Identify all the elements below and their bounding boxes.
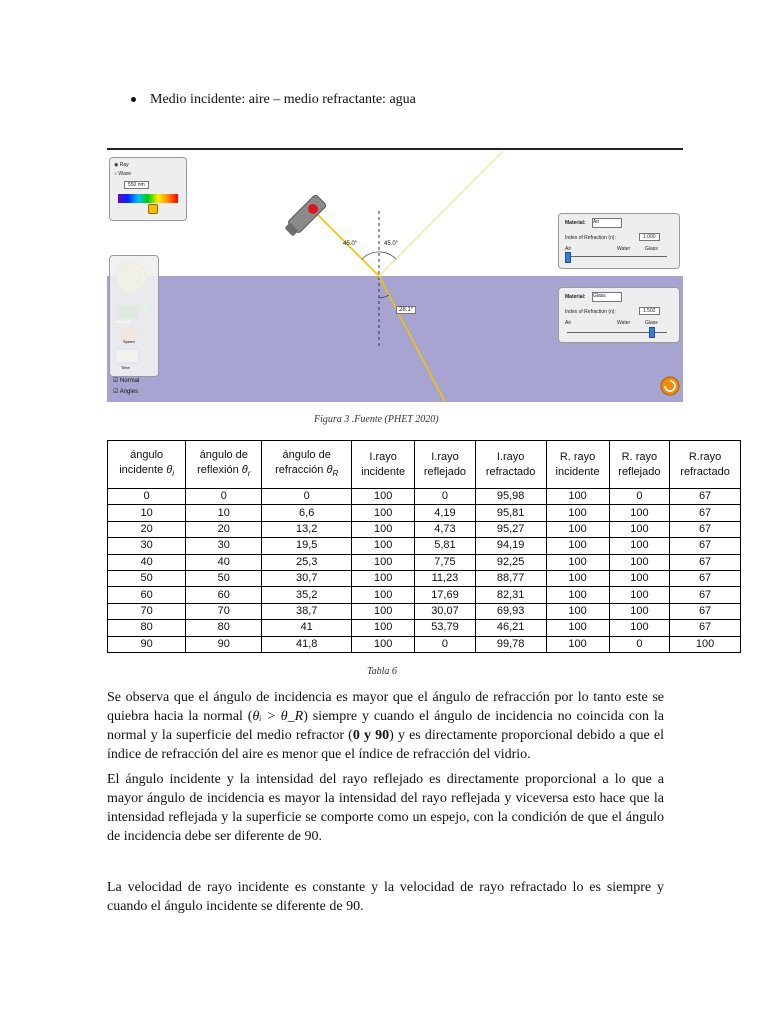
table-cell: 90 <box>108 636 186 652</box>
header-symbol: θ <box>326 463 333 476</box>
phet-simulation-figure <box>107 151 683 402</box>
header-line-1: I.rayo <box>369 450 397 463</box>
header-line-2: incidente <box>361 465 406 478</box>
header-line-2: refracción <box>275 463 327 476</box>
table-cell: 13,2 <box>262 521 352 537</box>
table-cell: 67 <box>670 521 741 537</box>
ray-wave-panel <box>109 157 187 221</box>
top-index-thumb[interactable] <box>565 252 571 263</box>
top-index-label: Index of Refraction (n): <box>565 235 616 241</box>
table-cell: 40 <box>108 554 186 570</box>
table-cell: 70 <box>108 603 186 619</box>
table-cell: 100 <box>609 538 670 554</box>
top-tick-air: Air <box>565 246 572 252</box>
table-cell: 90 <box>186 636 262 652</box>
table-cell: 4,73 <box>415 521 476 537</box>
table-cell: 0 <box>262 489 352 505</box>
header-line-1: I.rayo <box>496 450 525 463</box>
table-cell: 41,8 <box>262 636 352 652</box>
table-cell: 46,21 <box>475 620 546 636</box>
table-row <box>108 538 741 554</box>
table-cell: 5,81 <box>415 538 476 554</box>
header-line-2: reflexión <box>197 463 242 476</box>
tools-panel <box>109 255 159 377</box>
table-cell: 100 <box>546 489 609 505</box>
table-row <box>108 489 741 505</box>
table-cell: 30 <box>108 538 186 554</box>
table-cell: 100 <box>352 489 415 505</box>
header-line-2: reflejado <box>618 465 661 478</box>
table-cell: 67 <box>670 620 741 636</box>
top-material-value: Air <box>593 219 600 225</box>
paragraph-1-math-range: 0 y 90 <box>352 728 390 743</box>
table-header-cell <box>352 441 415 489</box>
table-header-cell <box>186 441 262 489</box>
header-symbol: θ <box>241 463 248 476</box>
table-row <box>108 603 741 619</box>
table-row <box>108 620 741 636</box>
header-line-1: ángulo <box>130 448 164 461</box>
bottom-material-value: Glass <box>593 293 606 299</box>
table-cell: 69,93 <box>475 603 546 619</box>
bottom-tick-glass: Glass <box>645 320 658 326</box>
table-cell: 50 <box>108 570 186 586</box>
top-index-value[interactable]: 1.000 <box>639 233 660 241</box>
bullet-dot <box>131 97 136 102</box>
table-cell: 95,98 <box>475 489 546 505</box>
table-cell: 99,78 <box>475 636 546 652</box>
table-cell: 67 <box>670 603 741 619</box>
wavelength-thumb[interactable] <box>148 204 158 214</box>
table-cell: 50 <box>186 570 262 586</box>
table-cell: 60 <box>108 587 186 603</box>
paragraph-1-part-a: Se observa que el ángulo de incidencia es mayor que el ángulo de refracción por lo tanto este se quiebra hacia la normal ( <box>107 690 664 724</box>
table-cell: 100 <box>546 554 609 570</box>
table-cell: 100 <box>546 521 609 537</box>
table-cell: 94,19 <box>475 538 546 554</box>
header-line-1: ángulo de <box>199 448 248 461</box>
bottom-tick-air: Air <box>565 320 572 326</box>
header-subscript: i <box>172 469 175 479</box>
intensity-tool-label: Intensity <box>116 319 131 324</box>
table-cell: 100 <box>546 620 609 636</box>
header-line-1: R.rayo <box>688 450 722 463</box>
horizontal-rule <box>107 148 683 150</box>
simulation-canvas <box>107 151 683 402</box>
header-line-1: R. rayo <box>621 450 658 463</box>
table-cell: 80 <box>186 620 262 636</box>
table-cell: 100 <box>546 505 609 521</box>
normal-checkbox[interactable]: ☑ Normal <box>113 378 140 384</box>
table-cell: 88,77 <box>475 570 546 586</box>
table-cell: 100 <box>546 636 609 652</box>
table-cell: 100 <box>546 538 609 554</box>
table-cell: 17,69 <box>415 587 476 603</box>
table-row <box>108 554 741 570</box>
table-cell: 20 <box>108 521 186 537</box>
reset-icon <box>661 377 679 395</box>
paragraph-1 <box>107 688 664 764</box>
table-cell: 67 <box>670 587 741 603</box>
time-tool-label: Time <box>121 365 130 370</box>
table-header-cell <box>475 441 546 489</box>
header-line-2: incidente <box>119 463 167 476</box>
table-cell: 30,7 <box>262 570 352 586</box>
paragraph-1-part-c: ) y es directamente proporcional debido a que el índice de refracción del aire es menor que el índice de refracción del vidrio. <box>107 728 665 762</box>
table-cell: 100 <box>609 570 670 586</box>
wave-label: Wave <box>118 171 132 177</box>
table-cell: 100 <box>352 521 415 537</box>
table-cell: 0 <box>609 489 670 505</box>
table-cell: 100 <box>352 570 415 586</box>
ray-label: Ray <box>119 162 129 168</box>
table-cell: 53,79 <box>415 620 476 636</box>
angles-checkbox[interactable]: ☑ Angles <box>113 389 139 395</box>
top-material-select[interactable] <box>592 218 622 228</box>
header-subscript: r <box>247 469 251 479</box>
table-cell: 19,5 <box>262 538 352 554</box>
table-cell: 100 <box>609 521 670 537</box>
table-cell: 20 <box>186 521 262 537</box>
table-cell: 67 <box>670 570 741 586</box>
top-tick-glass: Glass <box>645 246 658 252</box>
table-cell: 100 <box>546 570 609 586</box>
table-cell: 100 <box>352 636 415 652</box>
paragraph-1-math-inequality: θᵢ > θ_R <box>252 709 304 724</box>
header-line-1: R. rayo <box>559 450 596 463</box>
paragraph-2: El ángulo incidente y la intensidad del rayo reflejado es directamente proporcional a lo que a mayor ángulo de incidencia es mayor la intensidad del rayo reflejada y viceversa esto hace que la intensidad reflejada y la superficie se comporte como un espejo, con la condición de que el ángulo de incidencia debe ser diferente de 90. <box>107 772 664 844</box>
bottom-material-label: Material: <box>565 294 586 300</box>
table-cell: 100 <box>546 603 609 619</box>
table-cell: 30,07 <box>415 603 476 619</box>
table-cell: 100 <box>609 620 670 636</box>
table-cell: 100 <box>609 603 670 619</box>
table-cell: 100 <box>352 603 415 619</box>
table-header-cell <box>670 441 741 489</box>
table-cell: 100 <box>670 636 741 652</box>
table-header-cell <box>546 441 609 489</box>
table-cell: 0 <box>108 489 186 505</box>
table-cell: 82,31 <box>475 587 546 603</box>
wave-option[interactable]: ○ Wave <box>114 171 132 177</box>
table-cell: 25,3 <box>262 554 352 570</box>
bottom-index-value[interactable]: 1.502 <box>639 307 660 315</box>
header-symbol: θ <box>166 463 173 476</box>
wavelength-field[interactable]: 550 nm <box>124 181 149 189</box>
paragraph-1-part-b: ) siempre y cuando el ángulo de incidencia no coincida con la normal y la superficie del medio refractor ( <box>107 709 664 743</box>
bullet-item <box>131 92 416 108</box>
ray-option[interactable]: ◉ Ray <box>114 162 129 168</box>
table-cell: 100 <box>609 554 670 570</box>
table-cell: 0 <box>609 636 670 652</box>
table-cell: 60 <box>186 587 262 603</box>
data-table <box>107 440 741 653</box>
table-cell: 6,6 <box>262 505 352 521</box>
table-cell: 30 <box>186 538 262 554</box>
table-cell: 95,27 <box>475 521 546 537</box>
table-header-cell <box>609 441 670 489</box>
table-row <box>108 587 741 603</box>
table-cell: 67 <box>670 489 741 505</box>
table-cell: 100 <box>352 505 415 521</box>
table-row <box>108 505 741 521</box>
table-cell: 100 <box>609 587 670 603</box>
table-cell: 80 <box>108 620 186 636</box>
top-material-label: Material: <box>565 220 586 226</box>
table-cell: 0 <box>415 489 476 505</box>
table-header-cell <box>262 441 352 489</box>
table-cell: 67 <box>670 505 741 521</box>
table-cell: 35,2 <box>262 587 352 603</box>
bottom-tick-water: Water <box>617 320 631 326</box>
table-cell: 7,75 <box>415 554 476 570</box>
wavelength-spectrum-slider[interactable] <box>118 194 178 203</box>
table-cell: 70 <box>186 603 262 619</box>
paragraph-3: La velocidad de rayo incidente es constante y la velocidad de rayo refractado lo es siempre y cuando el ángulo incidente se diferente de 90. <box>107 880 664 914</box>
normal-checkbox-label: Normal <box>120 378 140 384</box>
table-caption: Tabla 6 <box>367 666 397 677</box>
table-body <box>108 489 741 653</box>
table-cell: 95,81 <box>475 505 546 521</box>
top-tick-water: Water <box>617 246 631 252</box>
header-line-1: I.rayo <box>431 450 459 463</box>
table-cell: 92,25 <box>475 554 546 570</box>
top-index-slider[interactable] <box>567 256 667 257</box>
header-line-2: incidente <box>555 465 600 478</box>
table-cell: 67 <box>670 538 741 554</box>
bottom-index-label: Index of Refraction (n): <box>565 309 616 315</box>
table-cell: 100 <box>352 554 415 570</box>
incident-angle-label: 45.0° <box>343 241 358 247</box>
speed-tool-label: Speed <box>123 339 135 344</box>
table-cell: 100 <box>352 587 415 603</box>
table-header-cell <box>415 441 476 489</box>
table-cell: 100 <box>546 587 609 603</box>
table-cell: 10 <box>108 505 186 521</box>
table-header-row <box>108 441 741 489</box>
table-cell: 10 <box>186 505 262 521</box>
table-cell: 100 <box>352 620 415 636</box>
table-cell: 100 <box>352 538 415 554</box>
reflected-angle-label: 45.0° <box>384 241 399 247</box>
bottom-index-thumb[interactable] <box>649 327 655 338</box>
table-cell: 38,7 <box>262 603 352 619</box>
table-cell: 67 <box>670 554 741 570</box>
bullet-text: Medio incidente: aire – medio refractante: agua <box>150 92 416 107</box>
header-subscript: R <box>332 469 339 479</box>
table-cell: 41 <box>262 620 352 636</box>
table-row <box>108 636 741 652</box>
table-header-cell <box>108 441 186 489</box>
angles-checkbox-label: Angles <box>119 389 139 395</box>
header-line-2: reflejado <box>423 465 467 478</box>
bottom-material-select[interactable] <box>592 292 622 302</box>
laser-button <box>308 204 318 214</box>
header-line-2: refractado <box>485 465 536 478</box>
table-cell: 4,19 <box>415 505 476 521</box>
table-cell: 40 <box>186 554 262 570</box>
figure-caption: Figura 3 .Fuente (PHET 2020) <box>314 414 439 425</box>
bottom-material-panel <box>558 287 680 343</box>
header-line-1: ángulo de <box>282 448 331 461</box>
table-cell: 100 <box>609 505 670 521</box>
top-material-panel <box>558 213 680 269</box>
table-cell: 11,23 <box>415 570 476 586</box>
table-cell: 0 <box>415 636 476 652</box>
refracted-angle-label: 28.1° <box>396 306 416 314</box>
header-line-2: refractado <box>680 465 730 478</box>
table-row <box>108 521 741 537</box>
table-cell: 0 <box>186 489 262 505</box>
table-row <box>108 570 741 586</box>
